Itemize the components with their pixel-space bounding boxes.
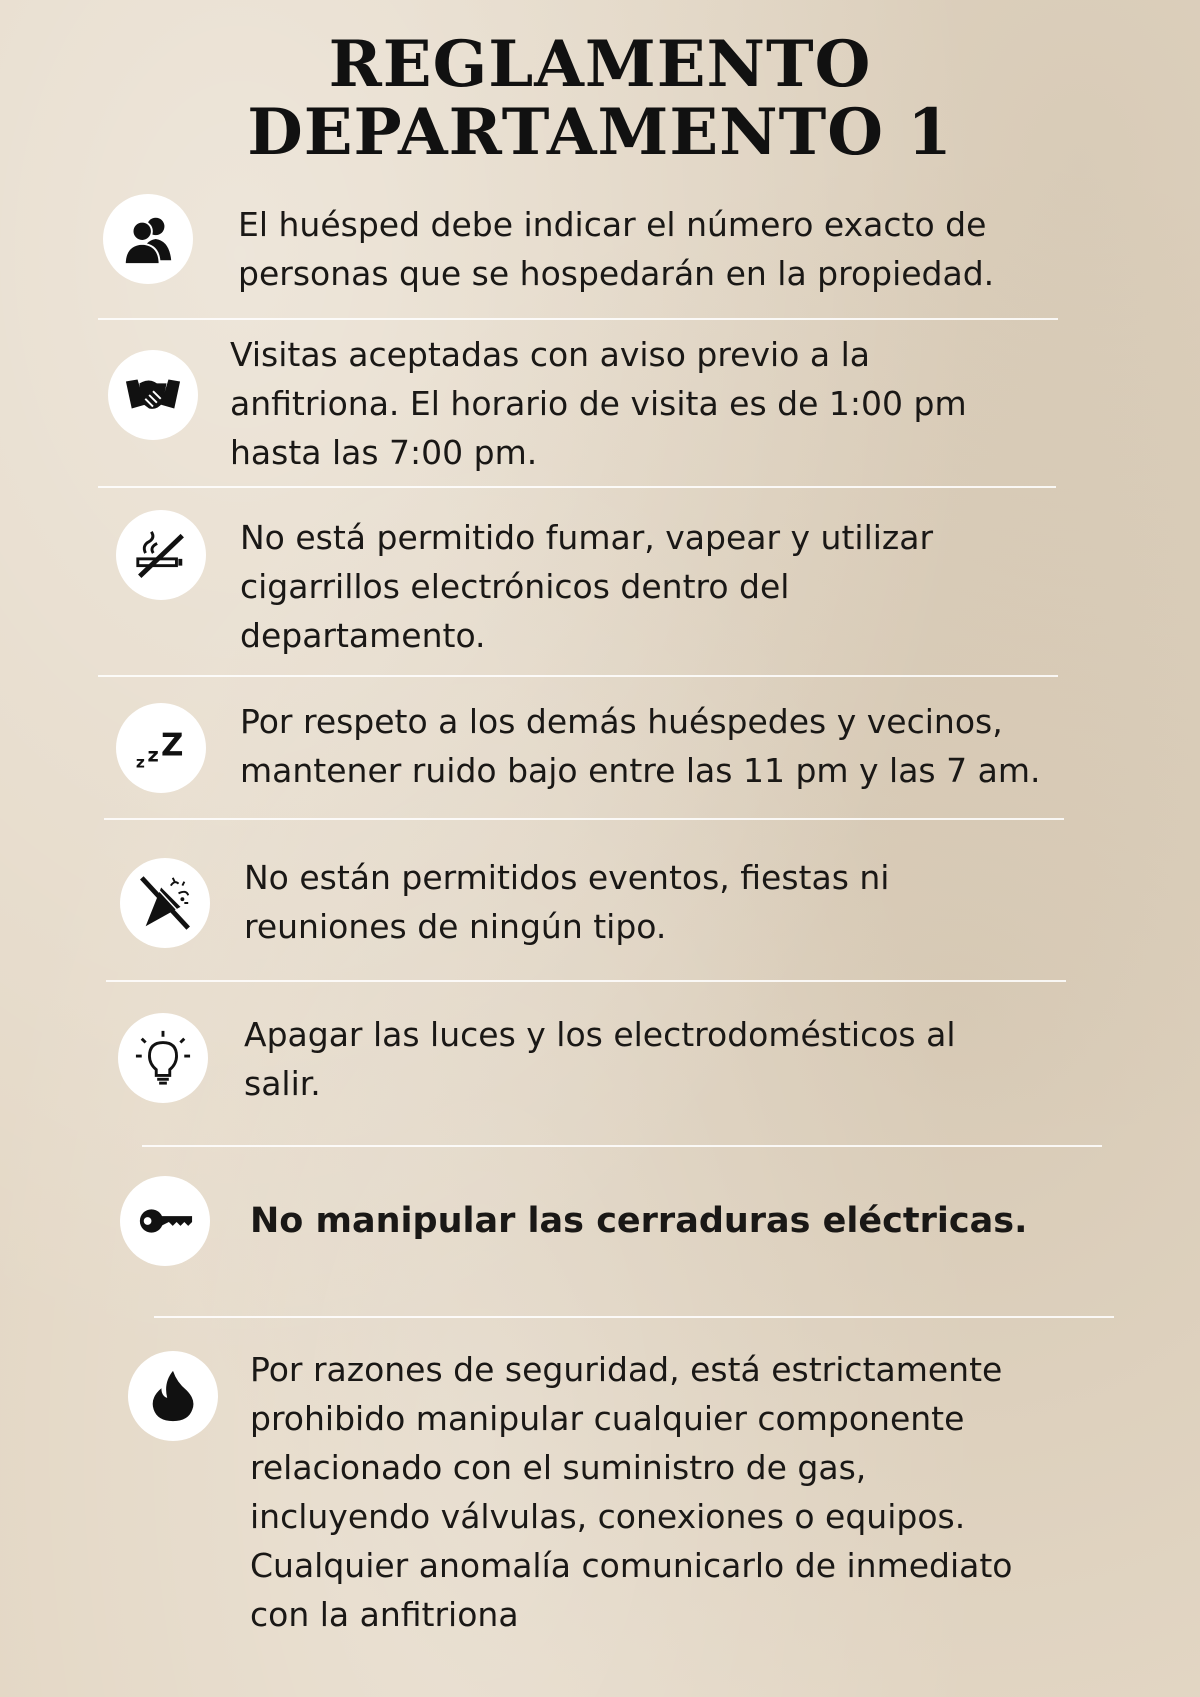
rule-3-text: No está permitido fumar, vapear y utilizar cigarrillos electrónicos dentro del departamento. — [240, 518, 934, 655]
divider — [142, 1145, 1102, 1147]
divider — [154, 1316, 1114, 1318]
lightbulb-icon — [118, 1013, 208, 1103]
people-icon — [103, 194, 193, 284]
svg-text:Z: Z — [161, 727, 184, 764]
divider — [104, 818, 1064, 820]
page-title-line-2: DEPARTAMENTO 1 — [247, 95, 953, 170]
divider — [98, 675, 1058, 677]
sleep-zzz-icon — [116, 703, 206, 793]
rule-4-text: Por respeto a los demás huéspedes y vecinos, mantener ruido bajo entre las 11 pm y las 7 am. — [240, 702, 1041, 790]
divider — [98, 318, 1058, 320]
rule-6-text: Apagar las luces y los electrodomésticos al salir. — [244, 1015, 956, 1103]
svg-text:z: z — [147, 743, 159, 767]
key-icon — [120, 1176, 210, 1266]
no-party-icon — [120, 858, 210, 948]
rule-8-text: Por razones de seguridad, está estrictamente prohibido manipular cualquier componente relacionado con el suministro de gas, incluyendo válvulas, conexiones o equipos. Cualquier anomalía comunicarlo de inmediato con la anfitriona — [250, 1350, 1013, 1634]
divider — [98, 486, 1056, 488]
svg-text:z: z — [135, 753, 145, 772]
page-title-line-1: REGLAMENTO — [328, 27, 872, 102]
rule-7-text: No manipular las cerraduras eléctricas. — [250, 1201, 1028, 1241]
no-smoking-icon — [116, 510, 206, 600]
flame-icon — [128, 1351, 218, 1441]
divider — [106, 980, 1066, 982]
rule-1-text: El huésped debe indicar el número exacto de personas que se hospedarán en la propiedad. — [238, 205, 995, 293]
rule-2-text: Visitas aceptadas con aviso previo a la anfitriona. El horario de visita es de 1:00 pm hasta las 7:00 pm. — [230, 335, 967, 472]
rule-5-text: No están permitidos eventos, fiestas ni reuniones de ningún tipo. — [244, 858, 890, 946]
handshake-icon — [108, 350, 198, 440]
